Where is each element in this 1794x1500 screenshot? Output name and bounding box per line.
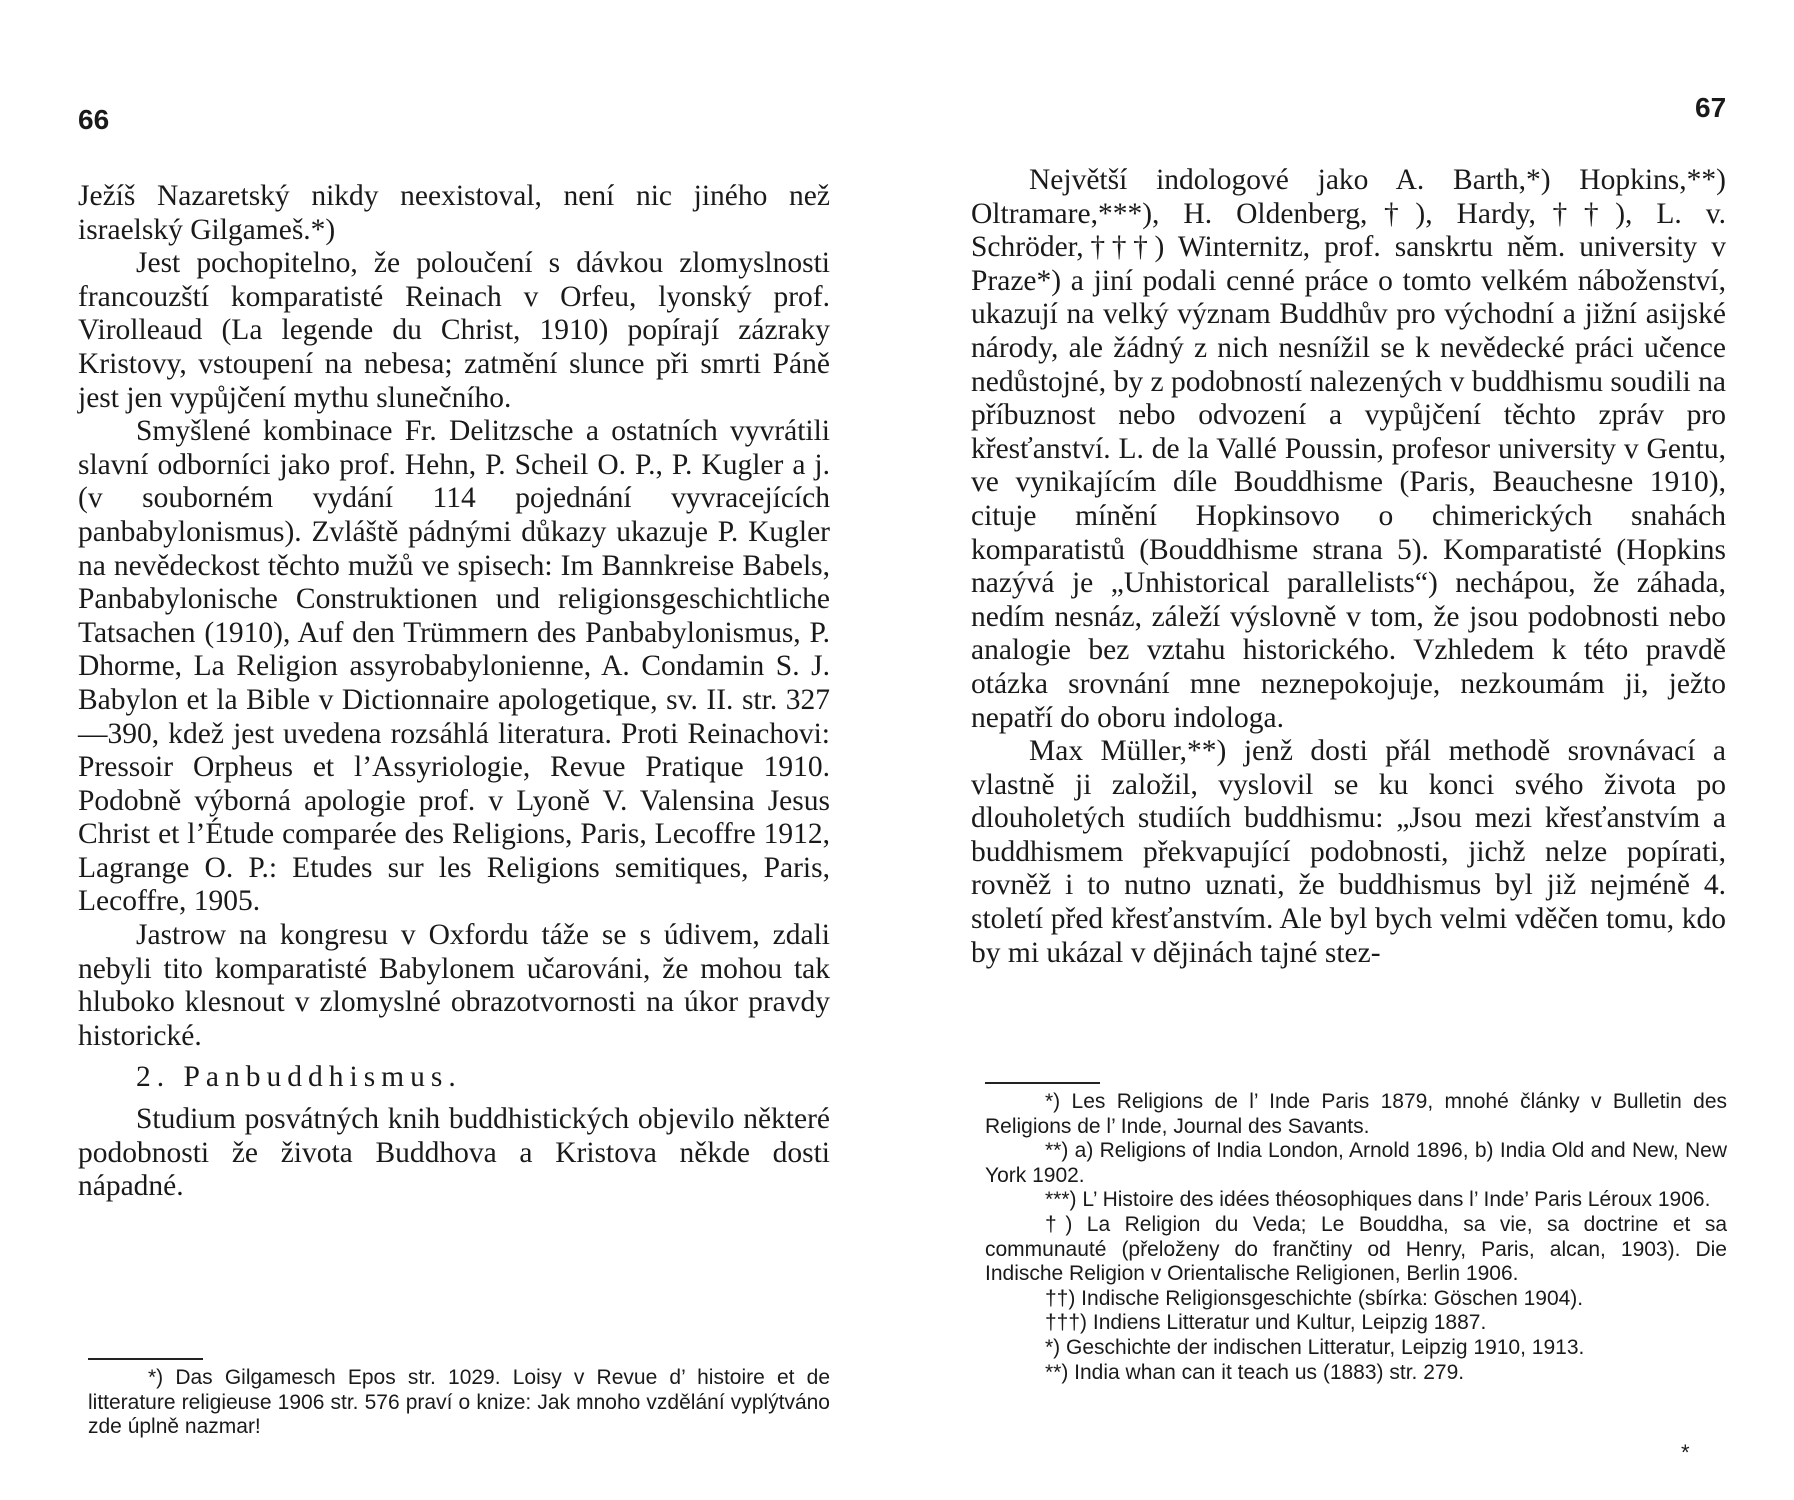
page-number: 66 [78,104,110,135]
page-number: 67 [1695,92,1727,123]
paragraph: Smyšlené kombinace Fr. Delitzsche a ostatních vyvrátili slavní odborníci jako prof. Hehn, P. Scheil O. P., P. Kugler a j. (v souborném vydání 114 pojednání vyvracejících panbabylonismus). Zvláště pádnými důkazy ukazuje P. Kugler na nevědeckost těchto mužů ve spisech: Im Bannkreise Babels, Panbabylonische Construktionen und religionsgeschichtliche Tatsachen (1910), Auf den Trümmern des Panbabylonismus, P. Dhorme, La Religion assyrobabylonienne, A. Condamin S. J. Babylon et la Bible v Dictionnaire apologetique, sv. II. str. 327—390, kdež jest uvedena rozsáhlá literatura. Proti Reinachovi: Pressoir Orpheus et l’Assyriologie, Revue Pratique 1910. Podobně výborná apologie prof. v Lyoně V. Valensina Jesus Christ et l’Étude comparée des Religions, Paris, Lecoffre 1912, Lagrange O. P.: Etudes sur les Religions semitiques, Paris, Lecoffre, 1905. [78,415,830,918]
section-heading: 2. Panbuddhismus. [136,1061,462,1094]
paragraph: Studium posvátných knih buddhistických objevilo některé podobnosti že života Buddhova a Kristova někde dosti nápadné. [78,1103,830,1203]
paragraph: Jastrow na kongresu v Oxfordu táže se s údivem, zdali nebyli tito komparatisté Babylonem učarováni, že mohou tak hluboko klesnout v zlomyslné obrazotvornosti na úkor pravdy historické. [78,919,830,1052]
footnote: ††) Indische Religionsgeschichte (sbírka: Göschen 1904). [1045,1286,1584,1310]
footnotes [88,1366,830,1440]
body-text [971,164,1726,970]
footnote: *) Les Religions de l’ Inde Paris 1879, mnohé články v Bulletin des Religions de l’ Inde, Journal des Savants. [985,1090,1727,1138]
right-page [897,0,1794,1500]
left-page [0,0,880,1500]
footnote: ***) L’ Histoire des idées théosophiques dans l’ Inde’ Paris Léroux 1906. [1045,1188,1711,1212]
footnote: †††) Indiens Litteratur und Kultur, Leipzig 1887. [1045,1311,1487,1335]
footnote: †) La Religion du Veda; Le Bouddha, sa vie, sa doctrine et sa communauté (přeloženy do frančtiny od Henry, Paris, alcan, 1903). Die Indische Religion v Orientalische Religionen, Berlin 1906. [985,1212,1727,1286]
signature-mark: * [1681,1440,1690,1465]
paragraph: Ježíš Nazaretský nikdy neexistoval, není nic jiného než israelský Gilgameš.*) [78,180,830,246]
paragraph: Největší indologové jako A. Barth,*) Hopkins,**) Oltramare,***), H. Oldenberg,†), Hardy,††), L. v. Schröder,†††) Winternitz, prof. sanskrtu něm. university v Praze*) a jiní podali cenné práce o tomto velkém náboženství, ukazují na velký význam Buddhův pro východní a jižní asijské národy, ale žádný z nich nesnížil se k nevědecké práci učence nedůstojné, by z podobností nalezených v buddhismu soudili na příbuznost nebo odvození a vypůjčení těchto zpráv pro křesťanství. L. de la Vallé Poussin, profesor university v Gentu, ve vynikajícím díle Bouddhisme (Paris, Beauchesne 1910), cituje mínění Hopkinsovo o chimerických snahách komparatistů (Bouddhisme strana 5). Komparatisté (Hopkins nazývá je „Unhistorical parallelists“) nechápou, že záhada, nedím nesnáz, záleží výslovně v tom, že jsou podobnosti nebo analogie bez vztahu historického. Vzhledem k této pravdě otázka srovnání mne neznepokojuje, nezkoumám ji, ježto nepatří do oboru indologa. [971,164,1726,734]
footnote: **) India whan can it teach us (1883) str. 279. [1045,1360,1465,1384]
footnote-divider [88,1358,203,1360]
footnote: *) Das Gilgamesch Epos str. 1029. Loisy v Revue d’ histoire et de litterature religieuse 1906 str. 576 praví o knize: Jak mnoho vzdělání vyplýtváno zde úplně nazmar! [88,1366,830,1439]
footnote-divider [985,1082,1100,1084]
footnote: **) a) Religions of India London, Arnold 1896, b) India Old and New, New York 1902. [985,1139,1727,1187]
paragraph: Max Müller,**) jenž dosti přál methodě srovnávací a vlastně ji založil, vyslovil se ku konci svého života po dlouholetých studiích buddhismu: „Jsou mezi křesťanstvím a buddhismem překvapující podobnosti, jichž nelze popírati, rovněž i to nutno uznati, že buddhismus byl již nejméně 4. století před křesťanstvím. Ale byl bych velmi vděčen tomu, kdo by mi ukázal v dějinách tajné stez- [971,735,1726,969]
paragraph: Jest pochopitelno, že poloučení s dávkou zlomyslnosti francouzští komparatisté Reinach v Orfeu, lyonský prof. Virolleaud (La legende du Christ, 1910) popírají zázraky Kristovy, vstoupení na nebesa; zatmění slunce při smrti Páně jest jen vypůjčení mythu slunečního. [78,247,830,414]
body-text [78,180,830,1204]
footnote: *) Geschichte der indischen Litteratur, Leipzig 1910, 1913. [1045,1335,1585,1359]
footnotes [985,1090,1727,1385]
